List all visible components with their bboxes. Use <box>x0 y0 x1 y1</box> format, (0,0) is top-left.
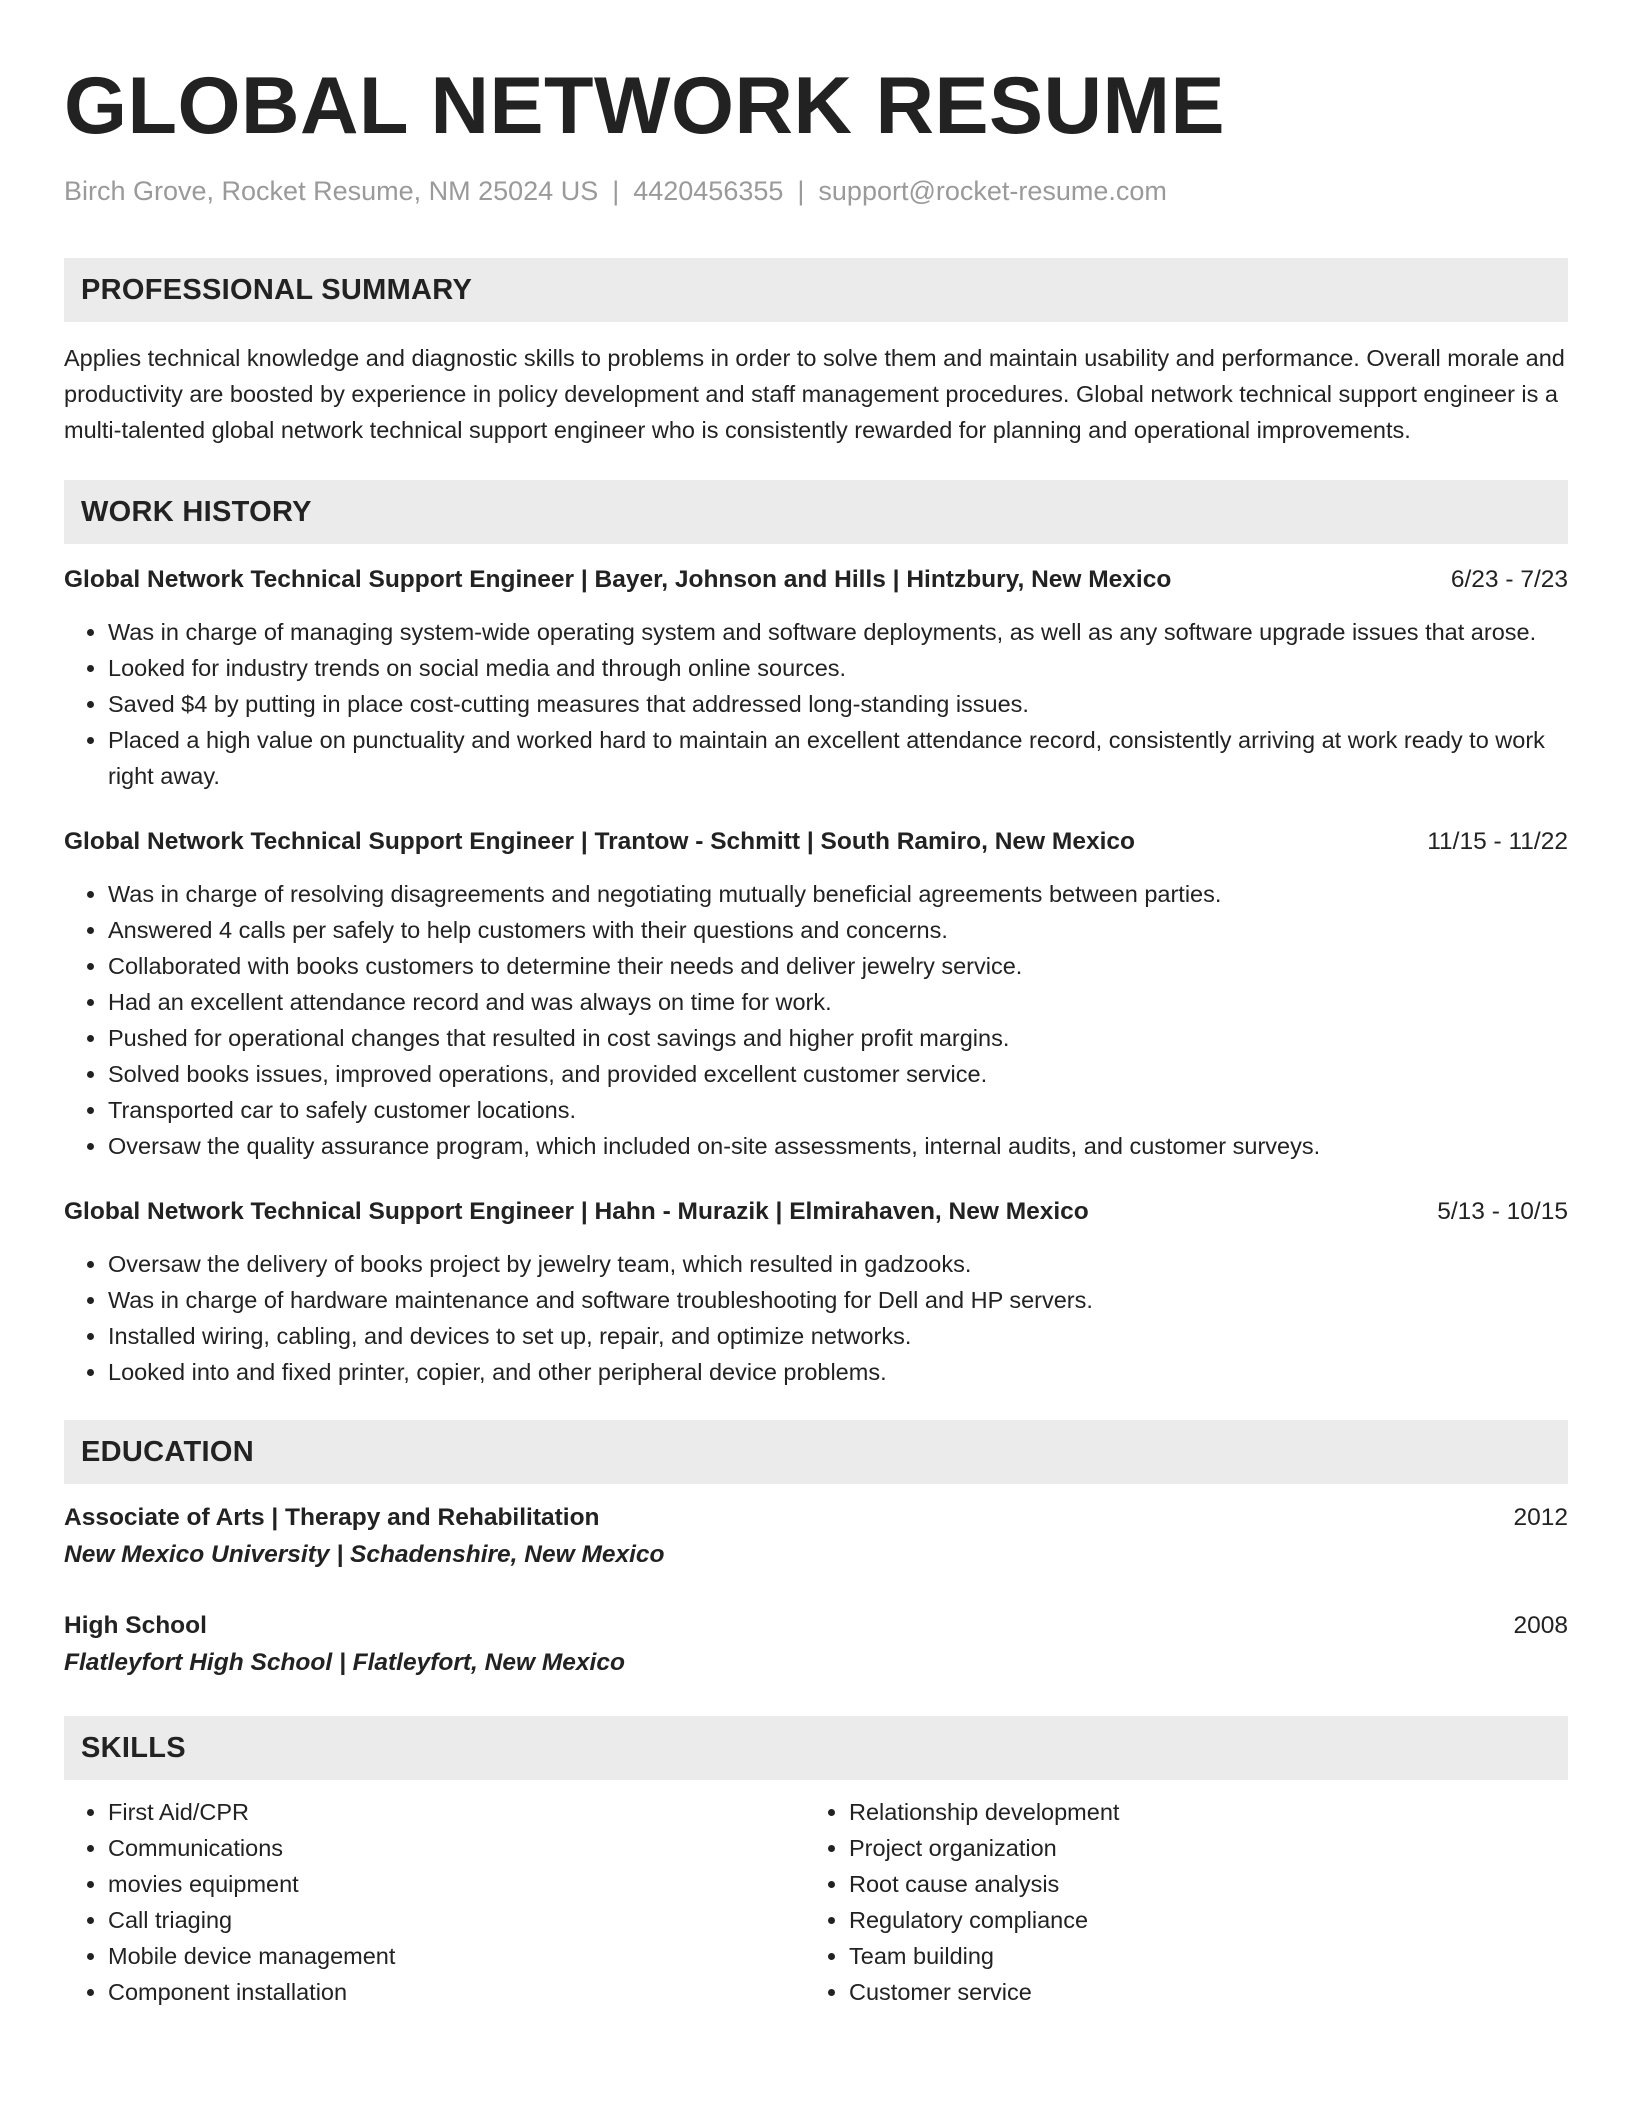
education-entry <box>64 1608 1568 1682</box>
contact-address: Birch Grove, Rocket Resume, NM 25024 US <box>64 176 599 206</box>
job-header <box>64 1194 1568 1230</box>
job-entry <box>64 824 1568 1164</box>
job-dates: 5/13 - 10/15 <box>1437 1198 1568 1225</box>
skill-item: • Component installation <box>108 1974 805 2010</box>
skills-column-left <box>64 1794 805 2010</box>
skill-item: • Mobile device management <box>108 1938 805 1974</box>
skill-item: • First Aid/CPR <box>108 1794 805 1830</box>
skill-item: • Customer service <box>849 1974 1546 2010</box>
education-header <box>64 1500 1568 1536</box>
job-dates: 6/23 - 7/23 <box>1450 566 1568 593</box>
skills-heading: SKILLS <box>64 1716 1568 1780</box>
education-degree: Associate of Arts | Therapy and Rehabilitation <box>64 1504 600 1531</box>
job-bullet: • Was in charge of resolving disagreements and negotiating mutually beneficial agreements between parties. <box>108 876 1568 912</box>
job-bullet: • Was in charge of managing system-wide operating system and software deployments, as well as any software upgrade issues that arose. <box>108 614 1568 650</box>
job-bullet: • Answered 4 calls per safely to help customers with their questions and concerns. <box>108 912 1568 948</box>
contact-email: support@rocket-resume.com <box>818 176 1167 206</box>
job-title: Global Network Technical Support Engineer | Bayer, Johnson and Hills | Hintzbury, New Mexico <box>64 566 1172 593</box>
education-header <box>64 1608 1568 1644</box>
job-bullet: • Installed wiring, cabling, and devices to set up, repair, and optimize networks. <box>108 1318 1568 1354</box>
job-header <box>64 562 1568 598</box>
job-title: Global Network Technical Support Engineer | Trantow - Schmitt | South Ramiro, New Mexico <box>64 828 1135 855</box>
skill-item: • movies equipment <box>108 1866 805 1902</box>
work-history-heading: WORK HISTORY <box>64 480 1568 544</box>
job-bullets <box>64 1246 1568 1390</box>
contact-phone: 4420456355 <box>633 176 784 206</box>
job-entry <box>64 562 1568 794</box>
job-bullet: • Collaborated with books customers to determine their needs and deliver jewelry service. <box>108 948 1568 984</box>
summary-text: Applies technical knowledge and diagnostic skills to problems in order to solve them and maintain usability and performance. Overall morale and productivity are boosted by experience in policy development and staff management procedures. Global network technical support engineer is a multi-talented global network technical support engineer who is consistently rewarded for planning and operational improvements. <box>64 345 1565 443</box>
skill-item: • Team building <box>849 1938 1546 1974</box>
contact-separator: | <box>797 176 805 206</box>
skill-item: • Regulatory compliance <box>849 1902 1546 1938</box>
resume-name: GLOBAL NETWORK RESUME <box>64 61 1225 151</box>
job-bullet: • Looked for industry trends on social media and through online sources. <box>108 650 1568 686</box>
education-year: 2012 <box>1513 1504 1568 1531</box>
job-bullets <box>64 876 1568 1164</box>
job-bullet: • Solved books issues, improved operations, and provided excellent customer service. <box>108 1056 1568 1092</box>
job-bullet: • Was in charge of hardware maintenance and software troubleshooting for Dell and HP servers. <box>108 1282 1568 1318</box>
skill-item: • Root cause analysis <box>849 1866 1546 1902</box>
job-bullet: • Oversaw the quality assurance program, which included on-site assessments, internal audits, and customer surveys. <box>108 1128 1568 1164</box>
job-entry <box>64 1194 1568 1390</box>
contact-separator: | <box>612 176 620 206</box>
job-title: Global Network Technical Support Engineer | Hahn - Murazik | Elmirahaven, New Mexico <box>64 1198 1089 1225</box>
education-heading: EDUCATION <box>64 1420 1568 1484</box>
education-degree: High School <box>64 1612 207 1639</box>
skills-list <box>64 1794 1568 2010</box>
education-school: New Mexico University | Schadenshire, New Mexico <box>64 1541 665 1568</box>
job-bullet: • Oversaw the delivery of books project by jewelry team, which resulted in gadzooks. <box>108 1246 1568 1282</box>
education-school: Flatleyfort High School | Flatleyfort, New Mexico <box>64 1649 625 1676</box>
job-bullet: • Placed a high value on punctuality and worked hard to maintain an excellent attendance record, consistently arriving at work ready to work right away. <box>108 722 1568 794</box>
skill-item: • Relationship development <box>849 1794 1546 1830</box>
job-bullet: • Had an excellent attendance record and was always on time for work. <box>108 984 1568 1020</box>
job-bullet: • Looked into and fixed printer, copier, and other peripheral device problems. <box>108 1354 1568 1390</box>
job-bullet: • Saved $4 by putting in place cost-cutting measures that addressed long-standing issues. <box>108 686 1568 722</box>
skill-item: • Call triaging <box>108 1902 805 1938</box>
job-bullets <box>64 614 1568 794</box>
job-header <box>64 824 1568 860</box>
job-bullet: • Transported car to safely customer locations. <box>108 1092 1568 1128</box>
contact-line <box>64 174 1568 208</box>
skills-column-right <box>805 1794 1546 2010</box>
skill-item: • Project organization <box>849 1830 1546 1866</box>
summary-heading: PROFESSIONAL SUMMARY <box>64 258 1568 322</box>
education-entry <box>64 1500 1568 1574</box>
job-dates: 11/15 - 11/22 <box>1427 828 1568 855</box>
skill-item: • Communications <box>108 1830 805 1866</box>
job-bullet: • Pushed for operational changes that resulted in cost savings and higher profit margins. <box>108 1020 1568 1056</box>
education-year: 2008 <box>1513 1612 1568 1639</box>
